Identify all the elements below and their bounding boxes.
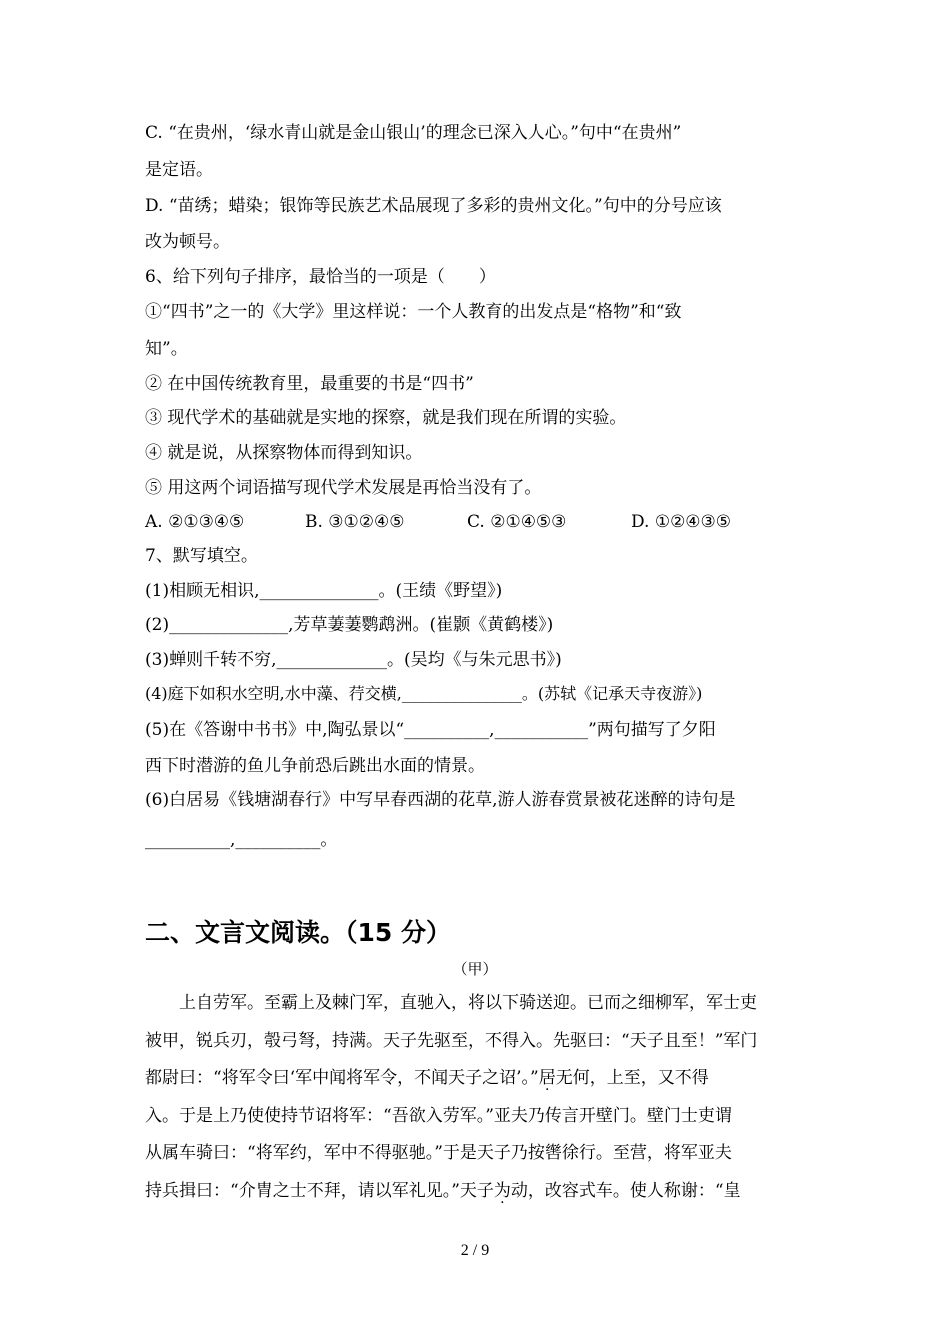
q6-options <box>145 510 810 534</box>
passage-line-1: 上自劳军。至霸上及棘门军，直驰入，将以下骑送迎。已而之细柳军，军士吏 <box>145 993 757 1013</box>
q6-sentence-2: ② 在中国传统教育里，最重要的书是“四书” <box>145 374 474 394</box>
q7-item-6-line1: (6)白居易《钱塘湖春行》中写早春西湖的花草,游人游春赏景被花迷醉的诗句是 <box>145 790 736 810</box>
page-number: 2 / 9 <box>460 1242 490 1259</box>
q7-item-1: (1)相顾无相识,______________。(王绩《野望》) <box>145 581 503 601</box>
q7-item-2: (2)______________,芳草萋萋鹦鹉洲。(崔颢《黄鹤楼》) <box>145 615 554 635</box>
passage-line-4: 入。于是上乃使使持节诏将军：“吾欲入劳军。”亚夫乃传言开壁门。壁门士吏谓 <box>145 1106 732 1126</box>
q5-option-c-line2: 是定语。 <box>145 160 213 180</box>
q7-item-5-line1: (5)在《答谢中书书》中,陶弘景以“__________,___________”两句描写了夕阳 <box>145 720 716 740</box>
passage-line-3: 都尉曰：“将军令曰‘军中闻将军令，不闻天子之诏’。”居无何，上至，又不得 <box>145 1068 709 1088</box>
q6-sentence-5: ⑤ 用这两个词语描写现代学术发展是再恰当没有了。 <box>145 478 542 498</box>
section-title: 二、文言文阅读。（15 分） <box>145 918 451 947</box>
q6-sentence-1-line1: ①“四书”之一的《大学》里这样说：一个人教育的出发点是“格物”和“致 <box>145 302 682 322</box>
q6-option-b: B. ③①②④⑤ <box>305 512 405 532</box>
emphasis-dot-char: 为 <box>493 1181 511 1201</box>
q6-option-a: A. ②①③④⑤ <box>145 512 245 532</box>
q6-option-d: D. ①②④③⑤ <box>631 512 732 532</box>
passage-subtitle: （甲） <box>452 960 498 978</box>
q7-item-5-line2: 西下时潜游的鱼儿争前恐后跳出水面的情景。 <box>145 756 485 776</box>
q6-sentence-4: ④ 就是说，从探察物体而得到知识。 <box>145 443 423 463</box>
q6-sentence-3: ③ 现代学术的基础就是实地的探察，就是我们现在所谓的实验。 <box>145 408 627 428</box>
q5-option-c-line1: C. “在贵州，‘绿水青山就是金山银山’的理念已深入人心。”句中“在贵州” <box>145 123 682 143</box>
q6-sentence-1-line2: 知”。 <box>145 339 188 359</box>
passage-line-5: 从属车骑曰：“将军约，军中不得驱驰。”于是天子乃按辔徐行。至营，将军亚夫 <box>145 1143 732 1163</box>
passage-line-6: 持兵揖曰：“介胄之士不拜，请以军礼见。”天子为动，改容式车。使人称谢：“皇 <box>145 1181 741 1201</box>
passage-line-2: 被甲，锐兵刃，彀弓弩，持满。天子先驱至，不得入。先驱曰：“天子且至！”军门 <box>145 1031 758 1051</box>
q6-option-c: C. ②①④⑤③ <box>467 512 567 532</box>
q5-option-d-line2: 改为顿号。 <box>145 232 230 252</box>
q7-stem: 7、默写填空。 <box>145 546 258 566</box>
q7-item-4: (4)庭下如积水空明,水中藻、荇交横,_______________。(苏轼《记承天寺夜游》) <box>145 684 703 703</box>
q6-stem: 6、给下列句子排序，最恰当的一项是（ ） <box>145 267 496 287</box>
emphasis-dot-char: 居 <box>538 1068 556 1088</box>
q7-item-6-line2: __________,__________。 <box>145 830 338 850</box>
q5-option-d-line1: D. “苗绣；蜡染；银饰等民族艺术品展现了多彩的贵州文化。”句中的分号应该 <box>145 196 722 216</box>
q7-item-3: (3)蝉则千转不穷,_____________。(吴均《与朱元思书》) <box>145 650 562 670</box>
